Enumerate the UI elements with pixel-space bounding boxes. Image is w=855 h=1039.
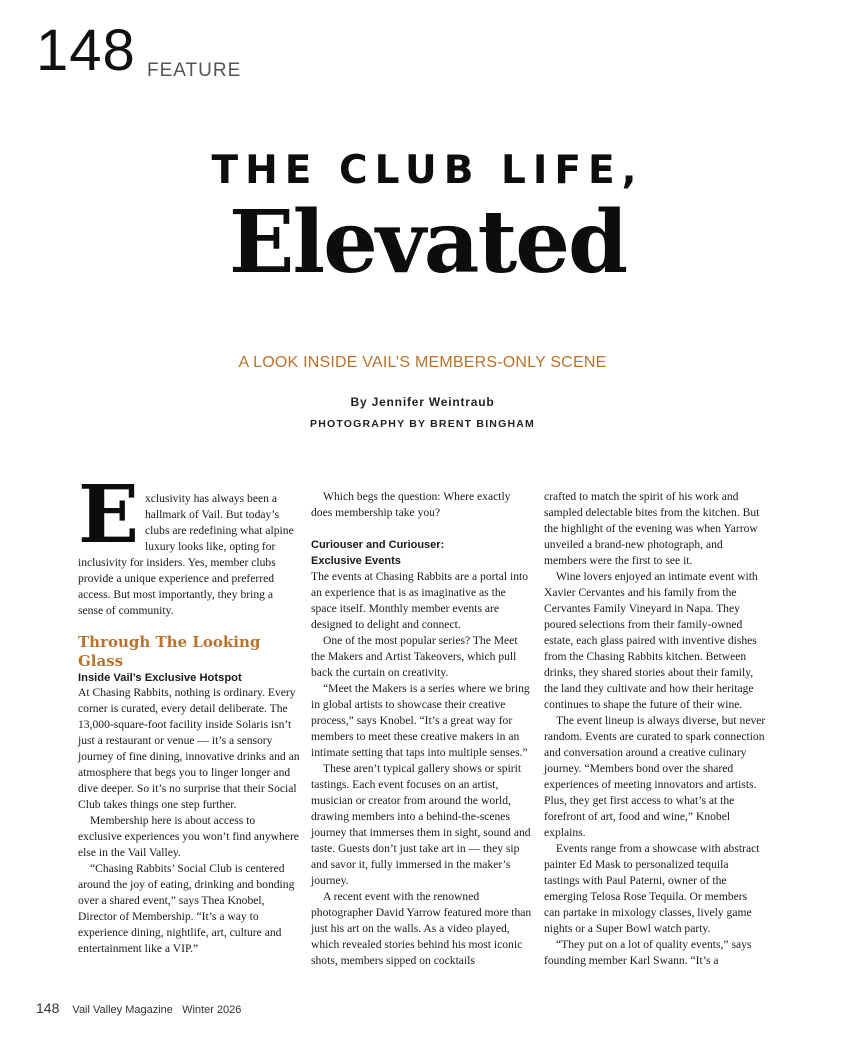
body-column-1: [78, 467, 300, 957]
subhead: Curiouser and Curiouser:: [311, 539, 445, 551]
paragraph: A recent event with the renowned photographer David Yarrow featured more than just his art on the walls. As a video played, which revealed stories behind his most iconic shots, members sipped on cocktails: [311, 890, 532, 967]
paragraph: “Meet the Makers is a series where we bring in global artists to showcase their creative process,” says Knobel. “It’s a great way for members to meet these creative makers in an intimate setting that taps into multiple senses.”: [311, 682, 530, 759]
body-column-3: [544, 489, 766, 969]
dek: A LOOK INSIDE VAIL’S MEMBERS-ONLY SCENE: [238, 354, 607, 371]
section-label: FEATURE: [147, 60, 242, 81]
paragraph: Which begs the question: Where exactly does membership take you?: [311, 490, 511, 519]
page-footer: [36, 1000, 241, 1016]
paragraph: “Chasing Rabbits’ Social Club is centered around the joy of eating, drinking and bonding over a shared event,” says Thea Knobel, Director of Membership. “It’s a way to experience dining, nightlife, art, culture and entertainment like a VIP.”: [78, 862, 295, 955]
paragraph: One of the most popular series? The Meet the Makers and Artist Takeovers, which pull back the curtain on creativity.: [311, 634, 518, 679]
paragraph: “They put on a lot of quality events,” says founding member Karl Swann. “It’s a: [544, 938, 752, 967]
paragraph: crafted to match the spirit of his work and sampled delectable bites from the kitchen. But the highlight of the evening was when Yarrow unveiled a brand-new photograph, and members were the first to see it.: [544, 490, 760, 567]
paragraph: xclusivity has always been a hallmark of Vail. But today’s clubs are redefining what alpine luxury looks like, opting for inclusivity for insiders. Yes, member clubs provide a unique experience and preferred access. But most importantly, they bring a sense of community.: [78, 492, 294, 617]
footer-page-number: 148: [36, 1000, 60, 1016]
subhead-secondary: Exclusive Events: [311, 555, 401, 567]
footer-issue: Winter 2026: [182, 1004, 242, 1016]
paragraph: The event lineup is always diverse, but never random. Events are curated to spark connection and conversation around a creative culinary journey. “Members bond over the shared experiences of meeting innovators and artists. Plus, they get first access to what’s at the forefront of art, food and wine,” Knobel explains.: [544, 714, 766, 839]
paragraph: These aren’t typical gallery shows or spirit tastings. Each event focuses on an artist, musician or creator from around the world, drawing members into a behind-the-scenes journey that immerses them in sight, sound and taste. Guests don’t just take art in — they sip and savor it, fully immersed in the maker’s journey.: [311, 762, 531, 887]
headline-line-2: Elevated: [228, 192, 627, 293]
footer-publication: Vail Valley Magazine: [72, 1004, 173, 1016]
headline-line-1: THE CLUB LIFE,: [211, 148, 644, 193]
subhead-secondary: Inside Vail’s Exclusive Hotspot: [78, 672, 242, 684]
paragraph: Events range from a showcase with abstract painter Ed Mask to personalized tequila tastings with Paul Paterni, owner of the emerging Telosa Rose Tequila. Or members can partake in mixology classes, lively game nights or a Super Bowl watch party.: [544, 842, 760, 935]
byline: By Jennifer Weintraub: [350, 395, 495, 409]
paragraph: Membership here is about access to exclusive experiences you won’t find anywhere else in the Vail Valley.: [78, 814, 299, 859]
subhead: Through The Looking Glass: [78, 633, 261, 670]
paragraph: Wine lovers enjoyed an intimate event with Xavier Cervantes and his family from the Cervantes Family Vineyard in Napa. They poured selections from their family-owned estate, each glass paired with inventive dishes from the Chasing Rabbits kitchen. Between drinks, they shared stories about their family, the land they cultivate and how their heritage continues to shape the future of their wine.: [544, 570, 758, 711]
paragraph: The events at Chasing Rabbits are a portal into an experience that is as imaginative as the space itself. Monthly member events are designed to delight and connect.: [311, 570, 529, 631]
body-column-2: [311, 489, 533, 969]
photo-credit: PHOTOGRAPHY BY BRENT BINGHAM: [310, 418, 535, 430]
page-number: 148: [36, 18, 136, 83]
drop-cap: E: [78, 467, 139, 561]
paragraph: At Chasing Rabbits, nothing is ordinary. Every corner is curated, every detail deliberate. The 13,000-square-foot facility inside Solaris isn’t just a restaurant or venue — it’s a sensory journey of fine dining, innovative drinks and an atmosphere that begs you to linger longer and dive deeper. So it’s no surprise that their Social Club takes things one step further.: [78, 686, 300, 811]
